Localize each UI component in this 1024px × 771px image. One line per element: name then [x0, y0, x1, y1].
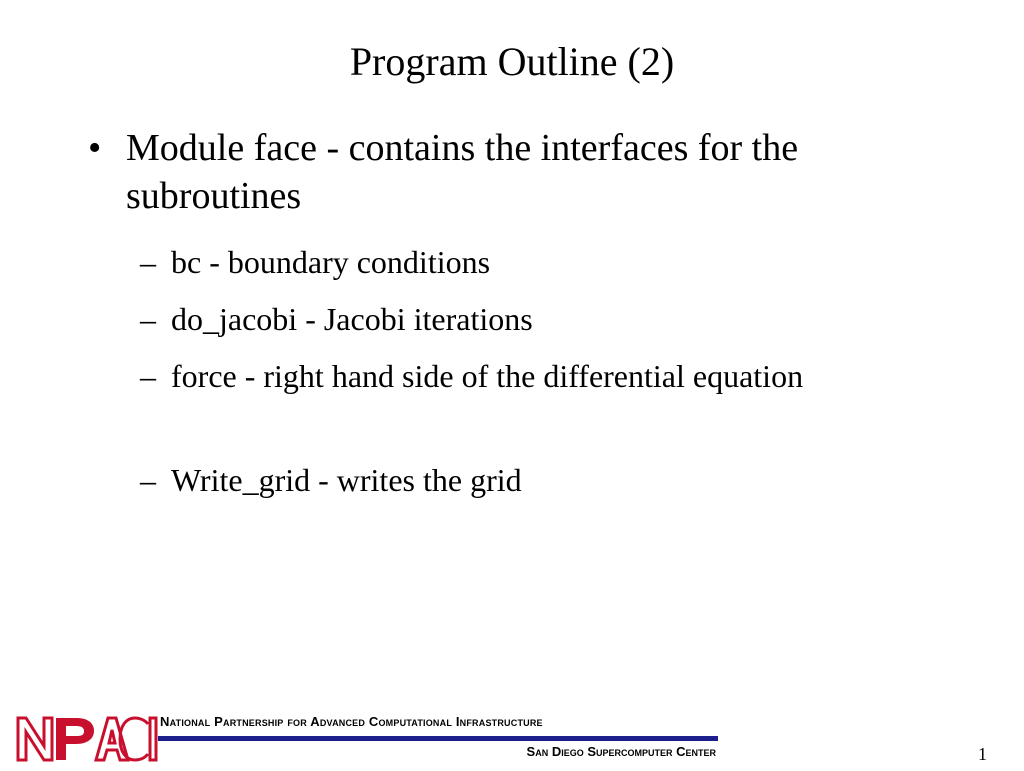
sub-bullet-text: bc - boundary conditions: [171, 244, 491, 280]
sub-bullet-marker: –: [140, 462, 156, 498]
sub-bullet-text: force - right hand side of the differential equation: [171, 358, 804, 394]
footer-center-name: San Diego Supercomputer Center: [526, 744, 716, 759]
sub-bullet-marker: –: [140, 244, 156, 280]
slide-footer: [0, 706, 1024, 768]
bullet-text: Module face - contains the interfaces for the subroutines: [126, 127, 799, 217]
sub-bullet-text: do_jacobi - Jacobi iterations: [171, 301, 533, 337]
npaci-logo: [16, 710, 158, 771]
sub-bullet-marker: –: [140, 358, 156, 394]
footer-organization: National Partnership for Advanced Computational Infrastructure: [160, 714, 543, 729]
bullet-marker: •: [88, 127, 102, 169]
sub-bullet-marker: –: [140, 301, 156, 337]
footer-divider-line: [158, 736, 718, 741]
page-number: 1: [978, 744, 987, 764]
sub-bullet-text: Write_grid - writes the grid: [171, 462, 522, 498]
slide-title: Program Outline (2): [349, 39, 675, 84]
